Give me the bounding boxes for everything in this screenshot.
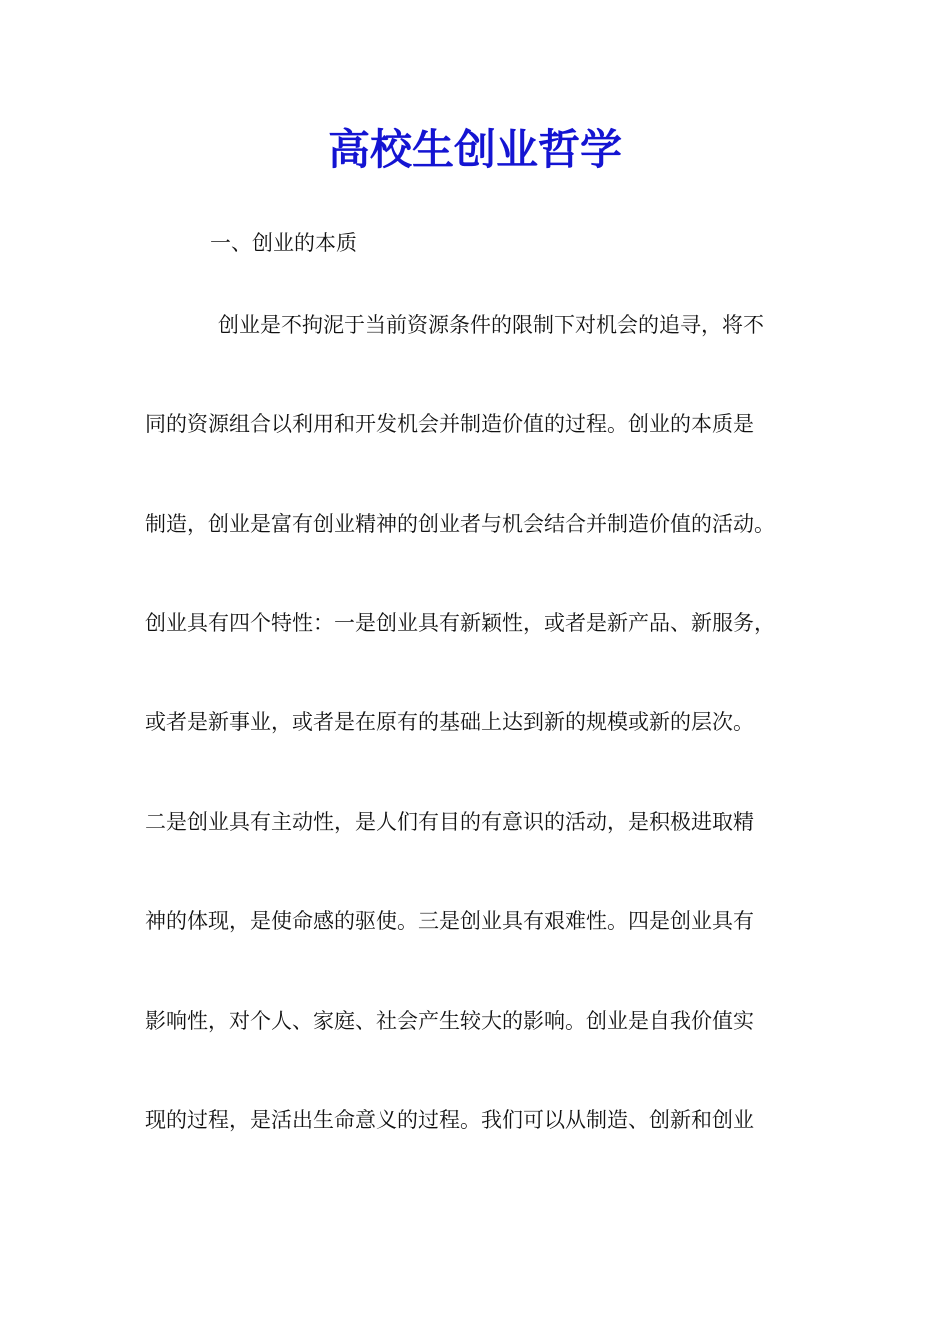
paragraph-line: 或者是新事业，或者是在原有的基础上达到新的规模或新的层次。	[145, 710, 754, 734]
paragraph-line: 创业具有四个特性：一是创业具有新颖性，或者是新产品、新服务，	[145, 611, 775, 635]
paragraph-line: 制造，创业是富有创业精神的创业者与机会结合并制造价值的活动。	[145, 512, 775, 536]
paragraph-line: 创业是不拘泥于当前资源条件的限制下对机会的追寻，将不	[218, 313, 764, 337]
paragraph-line: 影响性，对个人、家庭、社会产生较大的影响。创业是自我价值实	[145, 1009, 754, 1033]
section-heading: 一、创业的本质	[210, 231, 357, 255]
paragraph-line: 同的资源组合以利用和开发机会并制造价值的过程。创业的本质是	[145, 412, 754, 436]
paragraph-line: 二是创业具有主动性，是人们有目的有意识的活动，是积极进取精	[145, 810, 754, 834]
paragraph-line: 现的过程，是活出生命意义的过程。我们可以从制造、创新和创业	[145, 1108, 754, 1132]
document-title: 高校生创业哲学	[327, 125, 622, 174]
paragraph-line: 神的体现，是使命感的驱使。三是创业具有艰难性。四是创业具有	[145, 909, 754, 933]
